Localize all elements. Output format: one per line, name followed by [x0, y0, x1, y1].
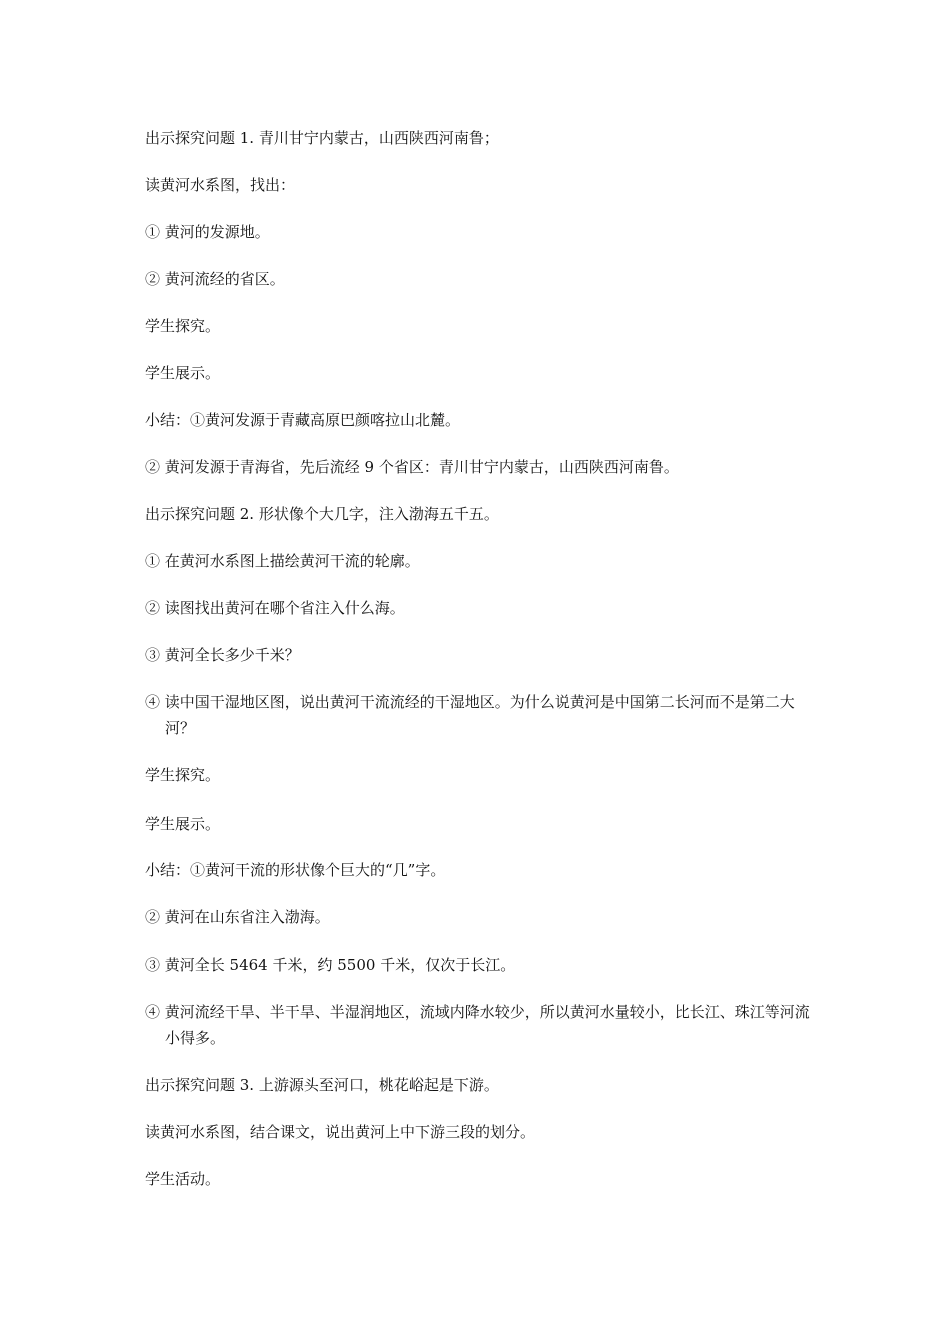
paragraph-item: ③ 黄河全长多少千米？ — [145, 646, 300, 664]
paragraph-item: ① 黄河的发源地。 — [145, 223, 270, 241]
paragraph-item: ③ 黄河全长 5464 千米，约 5500 千米，仅次于长江。 — [145, 956, 516, 974]
paragraph-read-map: 读黄河水系图，找出： — [145, 176, 296, 194]
paragraph-summary: 小结：①黄河发源于青藏高原巴颜喀拉山北麓。 — [145, 411, 461, 429]
paragraph-student-explore: 学生探究。 — [145, 766, 221, 784]
paragraph-summary: 小结：①黄河干流的形状像个巨大的“几”字。 — [145, 861, 446, 879]
paragraph-read-map-divisions: 读黄河水系图，结合课文，说出黄河上中下游三段的划分。 — [145, 1123, 536, 1141]
paragraph-item: ① 在黄河水系图上描绘黄河干流的轮廓。 — [145, 552, 420, 570]
paragraph-item: ② 黄河在山东省注入渤海。 — [145, 908, 330, 926]
paragraph-question-2: 出示探究问题 2. 形状像个大几字，注入渤海五千五。 — [145, 505, 499, 523]
paragraph-item: ④ 黄河流经干旱、半干旱、半湿润地区，流域内降水较少，所以黄河水量较小，比长江、珠江等河流小得多。 — [145, 1003, 810, 1047]
paragraph-student-present: 学生展示。 — [145, 815, 221, 833]
paragraph-item: ② 黄河流经的省区。 — [145, 270, 285, 288]
paragraph-question-3: 出示探究问题 3. 上游源头至河口，桃花峪起是下游。 — [145, 1076, 499, 1094]
paragraph-item: ② 读图找出黄河在哪个省注入什么海。 — [145, 599, 405, 617]
paragraph-item: ② 黄河发源于青海省，先后流经 9 个省区：青川甘宁内蒙古，山西陕西河南鲁。 — [145, 458, 679, 476]
paragraph-student-explore: 学生探究。 — [145, 317, 221, 335]
paragraph-question-1: 出示探究问题 1. 青川甘宁内蒙古，山西陕西河南鲁； — [145, 129, 499, 147]
paragraph-student-present: 学生展示。 — [145, 364, 221, 382]
paragraph-item: ④ 读中国干湿地区图，说出黄河干流流经的干湿地区。为什么说黄河是中国第二长河而不是第二大河？ — [145, 693, 795, 737]
paragraph-student-activity: 学生活动。 — [145, 1170, 221, 1188]
